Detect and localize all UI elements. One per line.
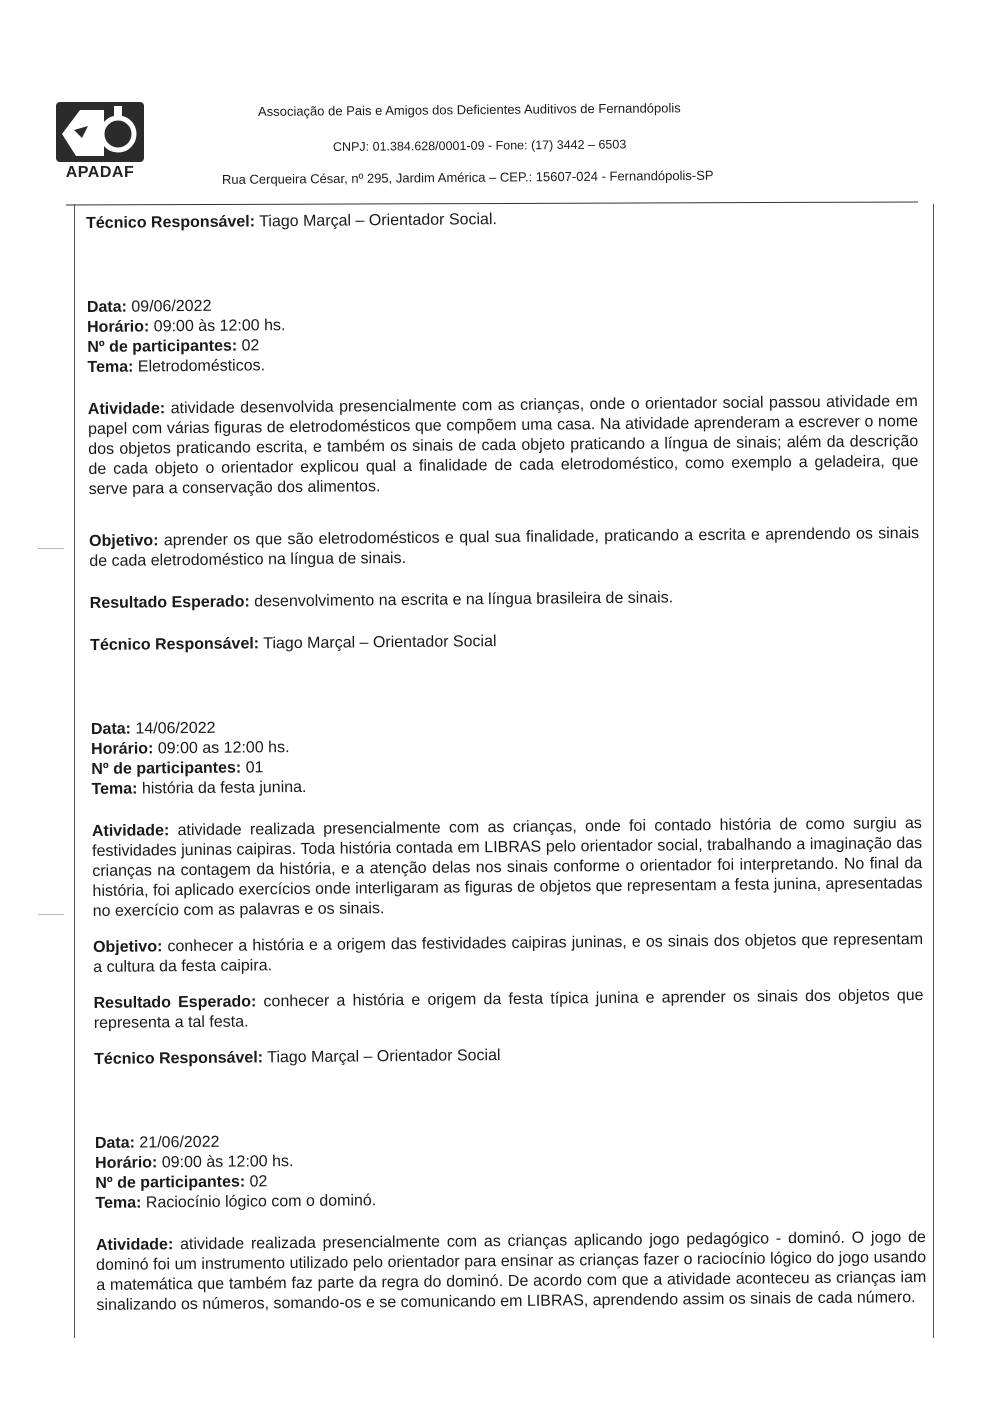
resultado-label: Resultado Esperado: <box>93 993 257 1012</box>
atividade-label: Atividade: <box>95 1236 174 1254</box>
session-block <box>95 1126 927 1316</box>
tema-value: história da festa junina. <box>137 778 307 798</box>
horario-label: Horário: <box>91 740 154 758</box>
atividade-text: atividade realizada presencialmente com as crianças, onde foi contado história de como surgiu as festividades juninas caipiras. Toda história contada em LIBRAS pelo orientador social, trabalhando a imaginação das crianças na contagem da história, e a atenção delas nos sinais conforme o orientador foi interpretando. No final da história, foi aplicado exercícios onde interligaram as figuras de objetos que representam a festa junina, apresentadas no exercício com as palavras e os sinais. <box>92 815 923 920</box>
session-block <box>91 712 924 1070</box>
atividade-label: Atividade: <box>91 822 170 840</box>
tecnico-label: Técnico Responsável: <box>94 1049 264 1068</box>
data-label: Data: <box>90 720 132 738</box>
horario-value: 09:00 as 12:00 hs. <box>153 739 290 758</box>
resultado-text: conhecer a história e origem da festa típica junina e aprender os sinais dos objetos que representa a tal festa. <box>93 986 924 1032</box>
objetivo-label: Objetivo: <box>92 938 163 956</box>
punch-mark <box>38 914 64 915</box>
ear-hand-logo-icon <box>52 100 148 164</box>
objetivo-text: aprender os que são eletrodomésticos e qual sua finalidade, praticando a escrita e aprendendo os sinais de cada eletrodoméstico na língua de sinais. <box>89 525 920 570</box>
tecnico-label: Técnico Responsável: <box>86 213 256 232</box>
objetivo-text: conhecer a história e a origem das festividades caipiras juninas, e os sinais dos objetos que representam a cultura da festa caipira. <box>93 930 924 976</box>
participantes-label: Nº de participantes: <box>95 1173 246 1192</box>
tecnico-label: Técnico Responsável: <box>90 635 260 654</box>
horario-label: Horário: <box>87 318 150 336</box>
atividade-text: atividade realizada presencialmente com as crianças aplicando jogo pedagógico - dominó. O jogo de dominó foi um instrumento utilizado pelo orientador para ensinar as crianças fazer o raciocínio lógico do jogo usando a matemática que também faz parte da regra do dominó. De acordo com que a atividade aconteceu as crianças iam sinalizando os números, somando-os e se comunicando em LIBRAS, aprendendo assim os sinais de cada número. <box>96 1228 927 1314</box>
report-body <box>86 206 927 1316</box>
logo-text: APADAF <box>65 164 135 181</box>
tema-label: Tema: <box>87 358 134 376</box>
horario-value: 09:00 às 12:00 hs. <box>157 1153 294 1172</box>
atividade-paragraph <box>92 814 923 922</box>
tema-label: Tema: <box>95 1194 142 1212</box>
participantes-label: Nº de participantes: <box>91 759 242 778</box>
data-label: Data: <box>94 1134 136 1152</box>
session-block <box>87 290 920 656</box>
atividade-label: Atividade: <box>87 400 166 418</box>
participantes-value: 02 <box>237 337 260 355</box>
participantes-value: 02 <box>245 1173 268 1191</box>
data-value: 09/06/2022 <box>126 297 212 316</box>
data-value: 21/06/2022 <box>134 1133 220 1152</box>
tecnico-value: Tiago Marçal – Orientador Social. <box>254 211 497 231</box>
resultado-label: Resultado Esperado: <box>89 593 250 612</box>
cnpj-phone: CNPJ: 01.384.628/0001-09 - Fone: (17) 3442 – 6503 <box>332 137 627 154</box>
atividade-paragraph <box>96 1228 927 1316</box>
atividade-paragraph <box>88 392 919 500</box>
data-label: Data: <box>86 298 127 316</box>
organization-name: Associação de Pais e Amigos dos Deficientes Auditivos de Fernandópolis <box>257 100 681 119</box>
participantes-label: Nº de participantes: <box>87 337 238 356</box>
address: Rua Cerqueira César, nº 295, Jardim América – CEP.: 15607-024 - Fernandópolis-SP <box>221 167 714 187</box>
resultado-text: desenvolvimento na escrita e na língua brasileira de sinais. <box>249 589 674 611</box>
tecnico-value: Tiago Marçal – Orientador Social <box>262 1047 501 1067</box>
tema-value: Raciocínio lógico com o dominó. <box>141 1192 377 1212</box>
tecnico-value: Tiago Marçal – Orientador Social <box>259 633 497 653</box>
participantes-value: 01 <box>241 759 264 777</box>
tema-value: Eletrodomésticos. <box>133 357 266 376</box>
data-value: 14/06/2022 <box>130 719 216 738</box>
punch-mark <box>38 548 64 549</box>
tema-label: Tema: <box>91 780 138 798</box>
atividade-text: atividade desenvolvida presencialmente com as crianças, onde o orientador social passou atividade em papel com várias figuras de eletrodomésticos que compõem uma casa. Na atividade aprenderam a escrever o nome dos objetos praticando escrita, e também os sinais de cada objeto praticando a língua de sinais; além da descrição de cada objeto o orientador explicou qual a finalidade de cada eletrodoméstico, como exemplo a geladeira, que serve para a conservação dos alimentos. <box>87 393 919 498</box>
horario-label: Horário: <box>95 1154 158 1172</box>
apadaf-logo <box>52 100 148 190</box>
letterhead <box>0 0 992 210</box>
objetivo-label: Objetivo: <box>89 532 159 550</box>
horario-value: 09:00 às 12:00 hs. <box>149 317 286 336</box>
